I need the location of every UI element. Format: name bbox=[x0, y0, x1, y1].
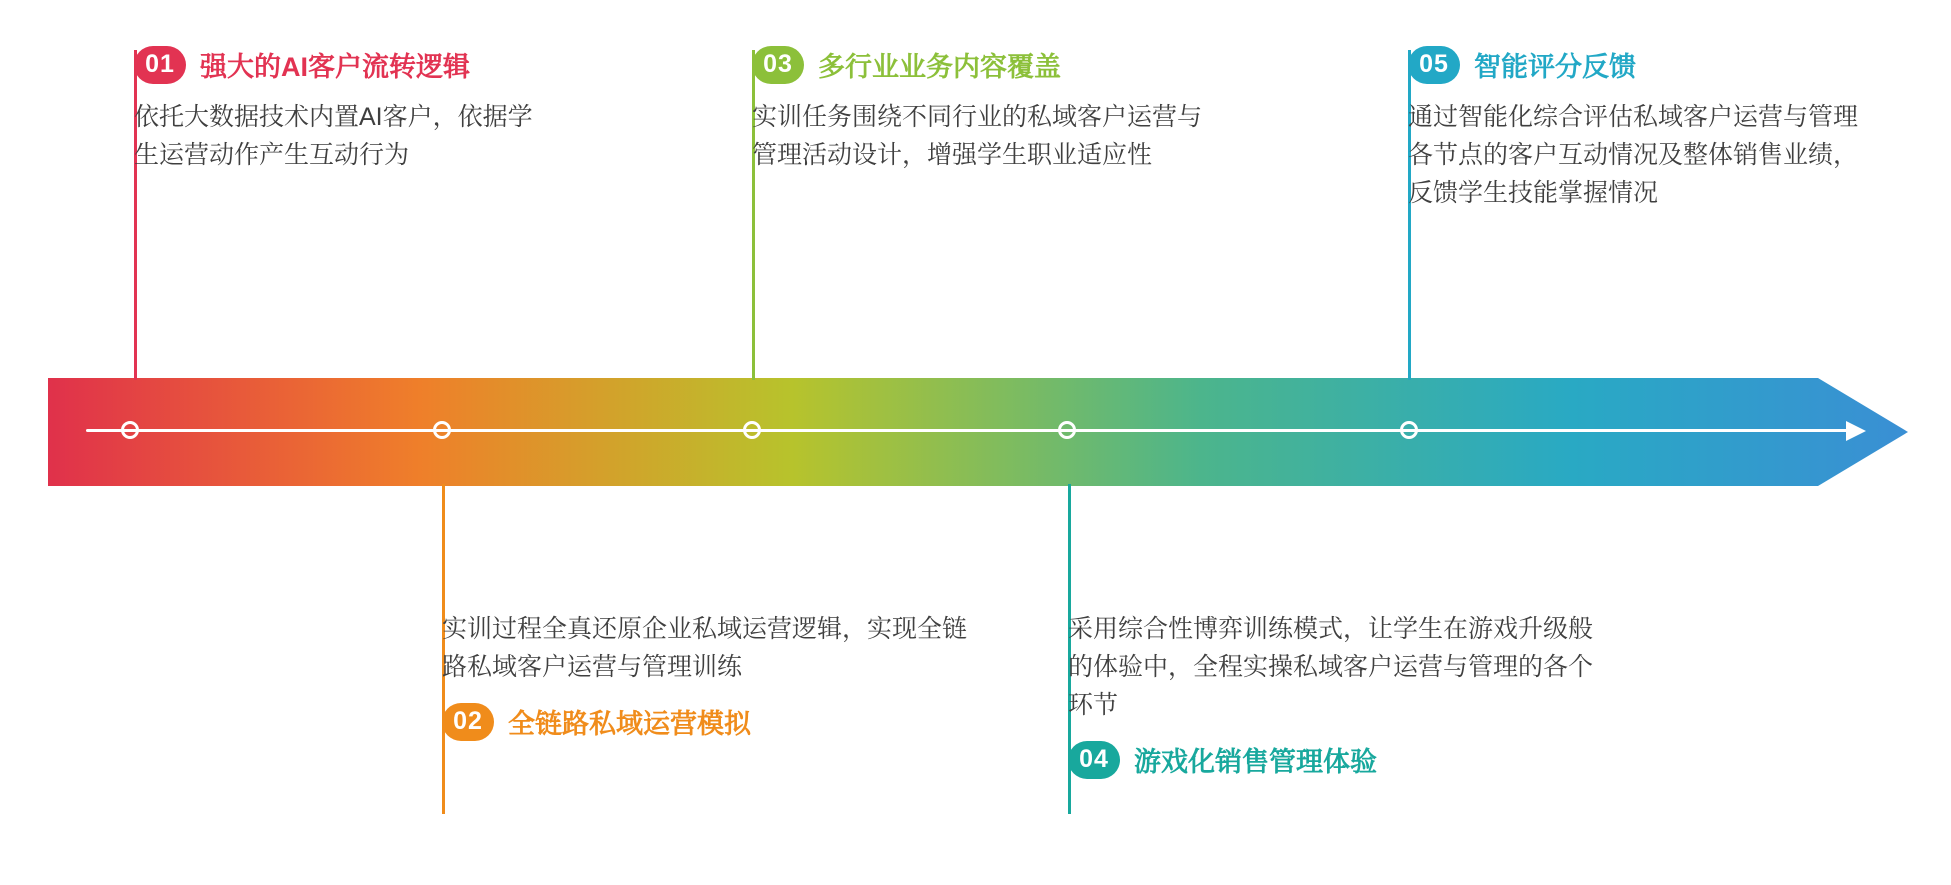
item-03-title: 多行业业务内容覆盖 bbox=[818, 52, 1061, 82]
item-02-title: 全链路私域运营模拟 bbox=[508, 709, 751, 739]
item-04-description: 采用综合性博弈训练模式，让学生在游戏升级般的体验中，全程实操私域客户运营与管理的各个环节 bbox=[1068, 615, 1594, 719]
timeline-item-05[interactable] bbox=[1408, 45, 1878, 212]
item-01-title: 强大的AI客户流转逻辑 bbox=[200, 52, 470, 82]
item-03-description: 实训任务围绕不同行业的私域客户运营与管理活动设计，增强学生职业适应性 bbox=[752, 103, 1203, 169]
timeline-item-01[interactable] bbox=[134, 45, 554, 174]
timeline-node-03[interactable] bbox=[743, 421, 761, 439]
arrow-head-icon bbox=[1846, 421, 1866, 441]
item-03-number: 03 bbox=[752, 46, 804, 84]
item-04-title: 游戏化销售管理体验 bbox=[1134, 747, 1377, 777]
timeline-item-04[interactable] bbox=[1068, 610, 1608, 779]
item-05-description: 通过智能化综合评估私域客户运营与管理各节点的客户互动情况及整体销售业绩，反馈学生技能掌握情况 bbox=[1408, 103, 1859, 207]
timeline-node-01[interactable] bbox=[121, 421, 139, 439]
item-05-header bbox=[1408, 45, 1878, 84]
item-05-title: 智能评分反馈 bbox=[1474, 52, 1636, 82]
timeline-node-04[interactable] bbox=[1058, 421, 1076, 439]
arrow-shape bbox=[48, 378, 1908, 486]
item-02-description: 实训过程全真还原企业私域运营逻辑，实现全链路私域客户运营与管理训练 bbox=[442, 615, 968, 681]
item-04-header bbox=[1068, 740, 1608, 779]
arrow-axis-line bbox=[86, 429, 1854, 432]
timeline-node-02[interactable] bbox=[433, 421, 451, 439]
item-02-number: 02 bbox=[442, 703, 494, 741]
item-02-header bbox=[442, 702, 1002, 741]
item-05-number: 05 bbox=[1408, 46, 1460, 84]
timeline-item-03[interactable] bbox=[752, 45, 1222, 174]
timeline-node-05[interactable] bbox=[1400, 421, 1418, 439]
timeline-arrow bbox=[48, 378, 1908, 486]
timeline-item-02[interactable] bbox=[442, 610, 1002, 741]
item-01-number: 01 bbox=[134, 46, 186, 84]
item-04-number: 04 bbox=[1068, 741, 1120, 779]
item-03-header bbox=[752, 45, 1222, 84]
item-01-header bbox=[134, 45, 554, 84]
item-01-description: 依托大数据技术内置AI客户，依据学生运营动作产生互动行为 bbox=[134, 103, 533, 169]
